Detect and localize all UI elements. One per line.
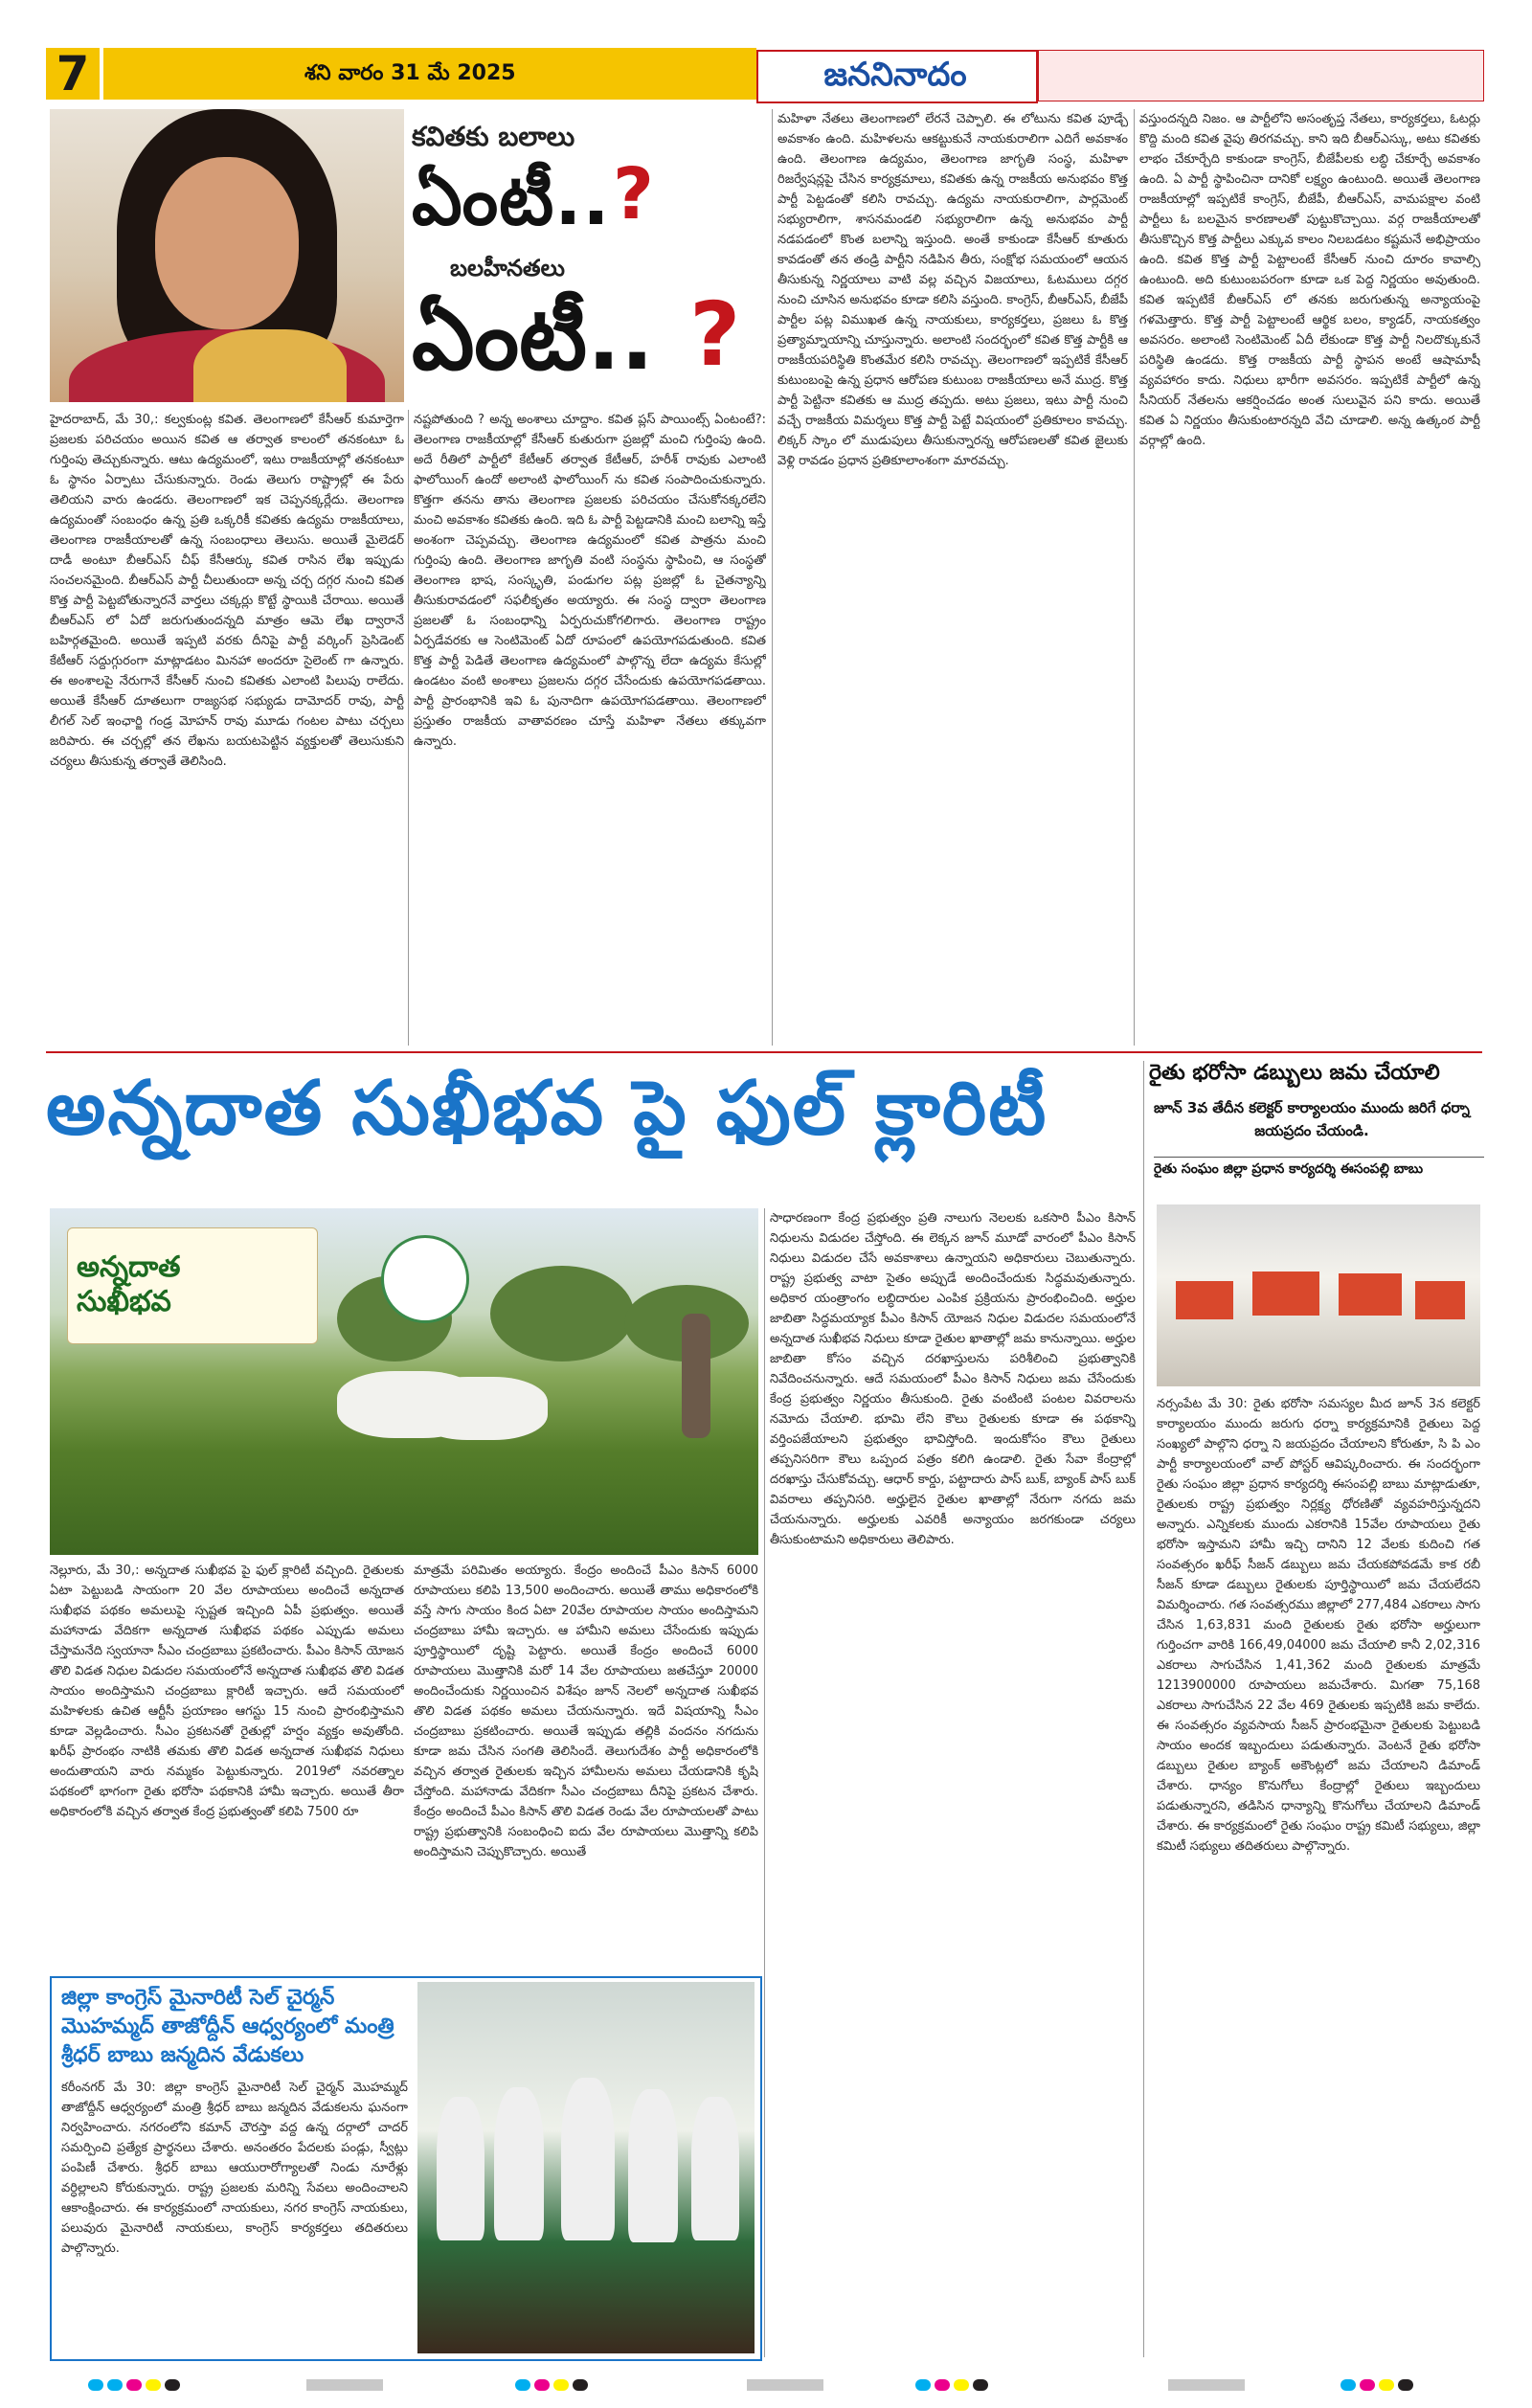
header-ad-strip — [1038, 50, 1484, 101]
rythu-headline: రైతు భరోసా డబ్బులు జమ చేయాలి — [1149, 1061, 1440, 1085]
feature-headline-line3: బలహీనతలు — [450, 255, 565, 281]
annadata-logo-line2: సుఖీభవ — [77, 1285, 171, 1318]
minority-headline: జిల్లా కాంగ్రెస్ మైనారిటీ సెల్ చైర్మన్ మొహమ్మద్ తాజోద్దీన్ ఆధ్వర్యంలో మంత్రి శ్రీధర్ బాబు జన్మదిన వేడుకలు — [61, 1986, 394, 2067]
column-divider — [772, 109, 773, 1046]
column-divider — [1134, 109, 1135, 1046]
rythu-subheadline: జూన్ 3వ తేదీన కలెక్టర్ కార్యాలయం ముందు జరిగే ధర్నా జయప్రదం చేయండి. — [1154, 1099, 1470, 1139]
issue-date: శని వారం 31 మే 2025 — [304, 61, 516, 85]
feature-column-4: వస్తుందన్నది నిజం. ఆ పార్టీలోని అసంతృప్త నేతలు, కార్యకర్తలు, ఓటర్లు కొద్ది మంది కవిత వైపు తిరగవచ్చు. కాని ఇది బీఆర్ఎస్కు, అటు కవితకు లాభం చేకూర్చేది కాకుండా కాంగ్రెస్, బీజేపీలకు లబ్ధి చేకూర్చే అవకాశం ఉంది. ఏ పార్టీ స్థాపించినా దానికో లక్ష్యం ఉంటుంది. అయితే తెలంగాణ రాజకీయాల్లో ఇప్పటికే కాంగ్రెస్, బీజేపీ, బీఆర్ఎస్, వామపక్షాల వంటి పార్టీలు ఓ బలమైన కారణాలతో పుట్టుకొచ్చాయి. వర్గ రాజకీయాలతో తీసుకొచ్చిన కొత్త పార్టీలు ఎక్కువ కాలం నిలబడటం కష్టమనే అభిప్రాయం ఉంది. కవిత కొత్త పార్టీ పెట్టాలంటే కేసీఆర్ నుంచి దూరం కావాల్సి ఉంటుంది. అది కుటుంబపరంగా కూడా ఒక పెద్ద నిర్ణయం అవుతుంది. కవిత ఇప్పటికే బీఆర్ఎస్ లో తనకు జరుగుతున్న అన్యాయంపై గళమెత్తారు. కొత్త పార్టీ పెట్టాలంటే ఆర్థిక బలం, క్యాడర్, నాయకత్వం అవసరం. అలాంటి సెంటిమెంట్ ఏదీ లేకుండా కొత్త పార్టీ నిలదొక్కుకునే పరిస్థితి ఉండదు. కొత్త రాజకీయ పార్టీ స్థాపన అంటే ఆషామాషీ వ్యవహారం కాదు. నిధులు భారీగా అవసరం. ఇప్పటికే పార్టీలో ఉన్న సీనియర్ నేతలను ఆకర్షించడం అంత సులువైన పని కాదు. అయితే కవిత ఏ నిర్ణయం తీసుకుంటారన్నది వేచి చూడాలి. అన్న ఉత్కంఠ పార్టీ వర్గాల్లో ఉంది. — [1139, 112, 1480, 448]
feature-headline-line1: కవితకు బలాలు — [412, 121, 575, 152]
feature-column-1: హైదరాబాద్, మే 30,: కల్వకుంట్ల కవిత. తెలంగాణలో కేసీఆర్ కుమార్తెగా ప్రజలకు పరిచయం అయిన కవిత ఆ తర్వాత కాలంలో తనకంటూ ఓ గుర్తింపు తెచ్చుకున్నారు. ఆటు ఉద్యమంలో, ఇటు రాజకీయాల్లో తనకంటూ ఓ స్థానం ఏర్పాటు చేసుకున్నారు. రెండు తెలుగు రాష్ట్రాల్లో ఈ పేరు తెలియని వారు ఉండరు. తెలంగాణలో ఇక చెప్పనక్కర్లేదు. తెలంగాణ ఉద్యమంతో సంబంధం ఉన్న ప్రతి ఒక్కరికీ కవితకు ఉద్యమ రాజకీయాలు, తెలంగాణ రాజకీయాలతో ఉన్న సంబంధాలు తెలుసు. అయితే మైలెడర్ దాడీ అంటూ బీఆర్ఎస్ చీఫ్ కేసీఆర్కు కవిత రాసిన లేఖ ఇప్పుడు సంచలనమైంది. బీఆర్ఎస్ పార్టీ చీలుతుందా అన్న చర్చ దగ్గర నుంచి కవిత కొత్త పార్టీ పెట్టబోతున్నారనే వార్తలు చక్కర్లు కొట్టే స్థాయికి చేరాయి. అయితే బీఆర్ఎస్ లో ఏదో జరుగుతుందన్నది మాత్రం ఆమె లేఖ ద్వారానే బహిర్గతమైంది. అయితే ఇప్పటి వరకు దీనిపై పార్టీ వర్కింగ్ ప్రెసిడెంట్ కేటీఆర్ సద్దుగ్గురంగా మాట్లాడటం మినహా అందరూ సైలెంట్ గా ఉన్నారు. ఈ అంశాలపై నేరుగానే కేసీఆర్ నుంచి కవితకు ఎలాంటి పిలుపు రాలేదు. అయితే కేసీఆర్ దూతలుగా రాజ్యసభ సభ్యుడు దామోదర్ రావు, పార్టీ లీగల్ సెల్ ఇంఛార్జి గండ్ర మోహన్ రావు మూడు గంటల పాటు చర్చలు జరిపారు. ఈ చర్చల్లో తన లేఖను బయటపెట్టిన వ్యక్తులతో తెలుసుకుని చర్యలు తీసుకున్న తర్వాతే తెలిసింది. — [50, 413, 404, 769]
annadata-column-3: సాధారణంగా కేంద్ర ప్రభుత్వం ప్రతి నాలుగు నెలలకు ఒకసారి పీఎం కిసాన్ నిధులను విడుదల చేస్తోంది. ఈ లెక్కన జూన్ మూడో వారంలో పీఎం కిసాన్ నిధులు విడుదల చేసే అవకాశాలు ఉన్నాయని అధికారులు చెబుతున్నారు. రాష్ట్ర ప్రభుత్వ వాటా సైతం అప్పుడే అందించేందుకు సిద్ధమవుతున్నారు. అధికార యంత్రాంగం లబ్ధిదారుల ఎంపిక ప్రక్రియను ప్రారంభించింది. అర్హుల జాబితా సిద్ధమయ్యాక పీఎం కిసాన్ యోజన నిధుల విడుదల సమయంలోనే అన్నదాత సుఖీభవ నిధులు కూడా రైతుల ఖాతాల్లో జమ కానున్నాయి. అర్హుల జాబితా కోసం వచ్చిన దరఖాస్తులను పరిశీలించి ప్రభుత్వానికి నివేదించనున్నారు. ఆదే సమయంలో పీఎం కిసాన్ నిధులు జమ చేసేందుకు కేంద్ర ప్రభుత్వం నిర్ణయం తీసుకుంది. రైతు వంటింటి పంటల వివరాలను నమోదు చేయాలి. భూమి లేని కౌలు రైతులకు కూడా ఈ పథకాన్ని వర్తింపజేయాలని ప్రభుత్వం భావిస్తోంది. ఇందుకోసం కౌలు రైతులు తప్పనిసరిగా కౌలు ఒప్పంద పత్రం కలిగి ఉండాలి. రైతు సేవా కేంద్రాల్లో దరఖాస్తు చేసుకోవచ్చు. ఆధార్ కార్డు, పట్టాదారు పాస్ బుక్, బ్యాంక్ పాస్ బుక్ వివరాలు తప్పనిసరి. అర్హులైన రైతుల ఖాతాల్లో నేరుగా నగదు జమ చేయనున్నారు. అర్హులకు ఎవరికీ అన్యాయం జరగకుండా చర్యలు తీసుకుంటామని అధికారులు తెలిపారు. — [770, 1211, 1136, 1547]
newspaper-logo: జననినాదం — [823, 56, 967, 94]
annadata-column-2: మాత్రమే పరిమితం అయ్యారు. కేంద్రం అందించే పీఎం కిసాన్ 6000 రూపాయలు కలిపి 13,500 అందించారు. అయితే తాము అధికారంలోకి వస్తే సాగు సాయం కింద ఏటా 20వేల రూపాయల సాయం అందిస్తామని చంద్రబాబు హామీ ఇచ్చారు. ఆ హామీని అమలు చేసేందుకు ఇప్పుడు పూర్తిస్థాయిలో దృష్టి పెట్టారు. అయితే కేంద్రం అందించే 6000 రూపాయలు మొత్తానికి మరో 14 వేల రూపాయలు జతచేస్తూ 20000 అందించేందుకు నిర్ణయించిన విశేషం జూన్ నెలలో అన్నదాత సుఖీభవ తొలి విడత పథకం అమలు చేయనున్నారు. ఇదే విషయాన్ని సీఎం చంద్రబాబు ప్రకటించారు. అయితే ఇప్పుడు తల్లికి వందనం నగదును కూడా జమ చేసిన సంగతి తెలిసిందే. తెలుగుదేశం పార్టీ అధికారంలోకి వచ్చిన తర్వాత రైతులకు ఇచ్చిన హామీలను అమలు చేయడానికి కృషి చేస్తోంది. మహానాడు వేదికగా సీఎం చంద్రబాబు దీనిపై ప్రకటన చేశారు. కేంద్రం అందించే పీఎం కిసాన్ తొలి విడత రెండు వేల రూపాయలతో పాటు రాష్ట్ర ప్రభుత్వానికి సంబంధించి ఐదు వేల రూపాయలు మొత్తాన్ని కలిపి అందిస్తామని చెప్పుకొచ్చారు. అయితే — [414, 1564, 758, 1859]
column-divider — [408, 410, 409, 1046]
rythu-body: నర్సంపేట మే 30: రైతు భరోసా సమస్యల మీద జూన్ 3న కలెక్టర్ కార్యాలయం ముందు జరుగు ధర్నా కార్యక్రమానికి రైతులు పెద్ద సంఖ్యలో పాల్గొని ధర్నా ని జయప్రదం చేయాలని కోరుతూ, సి పి ఎం పార్టీ కార్యాలయంలో వాల్ పోస్టర్ ఆవిష్కరించారు. ఈ సందర్భంగా రైతు సంఘం జిల్లా ప్రధాన కార్యదర్శి ఈసంపల్లి బాబు మాట్లాడుతూ, రైతులకు రాష్ట్ర ప్రభుత్వం నిర్లక్ష్య ధోరణితో వ్యవహరిస్తున్నదని అన్నారు. ఎన్నికలకు ముందు ఎకరానికి 15వేల రూపాయలు రైతు భరోసా ఇస్తామని హామీ ఇచ్చి దానిని 12 వేలకు కుదించి గత సంవత్సరం ఖరీఫ్ సీజన్ డబ్బులు జమ చేయకపోవడమే కాక రబీ సీజన్ కూడా డబ్బులు రైతులకు పూర్తిస్థాయిలో జమ చేయలేదని విమర్శించారు. గత సంవత్సరము జిల్లాలో 277,484 ఎకరాలు సాగు చేసిన 1,63,831 మంది రైతులకు రైతు భరోసా అర్హులుగా గుర్తించగా వారికి 166,49,04000 జమ చేయాలి కానీ 2,02,316 ఎకరాలు సాగుచేసిన 1,41,362 మంది రైతులకు మాత్రమే 1213900000 రూపాయలు జమచేశారు. మిగతా 75,168 ఎకరాలు సాగుచేసిన 22 వేల 469 రైతులకు ఇప్పటికి జమ కాలేదు. ఈ సంవత్సరం వ్యవసాయ సీజన్ ప్రారంభమైనా రైతులకు పెట్టుబడి సాయం అందక ఇబ్బందులు పడుతున్నారు. వెంటనే రైతు భరోసా డబ్బులు రైతుల బ్యాంక్ అకౌంట్లలో జమ చేయాలని డిమాండ్ చేశారు. ధాన్యం కొనుగోలు కేంద్రాల్లో రైతులు ఇబ్బందులు పడుతున్నారని, తడిసిన ధాన్యాన్ని కొనుగోలు చేయాలని డిమాండ్ చేశారు. ఈ కార్యక్రమంలో రైతు సంఘం రాష్ట్ర కమిటీ సభ్యులు, జిల్లా కమిటీ సభ్యులు తదితరులు పాల్గొన్నారు. — [1157, 1397, 1480, 1854]
feature-headline-line4: ఏంటీ.. — [412, 287, 654, 390]
column-divider — [1143, 1061, 1144, 2357]
section-rule — [46, 1051, 1482, 1053]
feature-headline-line2: ఏంటీ.. — [412, 159, 611, 241]
rythu-protest-photo — [1157, 1204, 1480, 1386]
question-mark-icon: ? — [689, 283, 741, 386]
rythu-byline: రైతు సంఘం జిల్లా ప్రధాన కార్యదర్శి ఈసంపల్లి బాబు — [1154, 1157, 1484, 1180]
state-emblem-icon — [381, 1235, 469, 1323]
minority-body: కరీంనగర్ మే 30: జిల్లా కాంగ్రెస్ మైనారిటీ సెల్ చైర్మన్ మొహమ్మద్ తాజోద్దీన్ ఆధ్వర్యంలో మంత్రి శ్రీధర్ బాబు జన్మదిన వేడుకలను ఘనంగా నిర్వహించారు. నగరంలోని కమాన్ చౌరస్తా వద్ద ఉన్న దర్గాలో చాదర్ సమర్పించి ప్రత్యేక ప్రార్థనలు చేశారు. అనంతరం పేదలకు పండ్లు, స్వీట్లు పంపిణీ చేశారు. శ్రీధర్ బాబు ఆయురారోగ్యాలతో నిండు నూరేళ్లు వర్ధిల్లాలని కోరుకున్నారు. రాష్ట్ర ప్రజలకు మరిన్ని సేవలు అందించాలని ఆకాంక్షించారు. ఈ కార్యక్రమంలో నాయకులు, నగర కాంగ్రెస్ నాయకులు, పలువురు మైనారిటీ నాయకులు, కాంగ్రెస్ కార్యకర్తలు తదితరులు పాల్గొన్నారు. — [61, 2081, 408, 2256]
annadata-logo-text — [77, 1250, 181, 1319]
question-mark-icon: ? — [613, 153, 654, 236]
birthday-celebration-photo — [417, 1982, 755, 2353]
annadata-column-1: నెల్లూరు, మే 30,: అన్నదాత సుఖీభవ పై ఫుల్ క్లారిటీ వచ్చింది. రైతులకు ఏటా పెట్టుబడి సాయంగా 20 వేల రూపాయలు అందించే అన్నదాత సుఖీభవ పథకం అమలుపై స్పష్టత ఇచ్చింది ఏపీ ప్రభుత్వం. అయితే మహానాడు వేదికగా అన్నదాత సుఖీభవ పథకం ఎప్పుడు అమలు చేస్తామనేది స్వయానా సీఎం చంద్రబాబు ప్రకటించారు. పీఎం కిసాన్ యోజన తొలి విడత నిధుల విడుదల సమయంలోనే అన్నదాత సుఖీభవ తొలి విడత సాయం అందిస్తామని చంద్రబాబు క్లారిటీ ఇచ్చారు. ఆదే సమయంలో మహిళలకు ఉచిత ఆర్టీసీ ప్రయాణం ఆగస్టు 15 నుంచి ప్రారంభిస్తామని కూడా వెల్లడించారు. సీఎం ప్రకటనతో రైతుల్లో హర్షం వ్యక్తం అవుతోంది. ఖరీఫ్ ప్రారంభం నాటికి తమకు తొలి విడత అన్నదాత సుఖీభవ నిధులు అందుతాయని వారు నమ్మకం పెట్టుకున్నారు. 2019లో నవరత్నాల పథకంలో భాగంగా రైతు భరోసా పథకానికి హామీ ఇచ్చారు. అయితే తీరా అధికారంలోకి వచ్చిన తర్వాత కేంద్ర ప్రభుత్వంతో కలిపి 7500 రూ — [50, 1564, 404, 1819]
annadata-logo-line1: అన్నదాత — [77, 1250, 181, 1284]
column-divider — [764, 1208, 765, 2357]
farmer-figure — [682, 1314, 710, 1438]
annadata-headline: అన్నదాత సుఖీభవ పై ఫుల్ క్లారిటీ — [46, 1066, 1048, 1152]
feature-column-2: నష్టపోతుంది ? అన్న అంశాలు చూద్దాం. కవిత ప్లస్ పాయింట్స్ ఏంటంటే?: తెలంగాణ రాజకీయాల్లో కేసీఆర్ కుతురుగా ప్రజల్లో మంచి గుర్తింపు ఉంది. అదే రీతిలో పార్టీలో కేటీఆర్ తర్వాత కేటీఆర్, హరీశ్ రావుకు ఎలాంటి ఫాలోయింగ్ ఉందో అలాంటి ఫాలోయింగ్ ను కవిత సంపాదించుకున్నారు. కొత్తగా తనను తాను తెలంగాణ ప్రజలకు పరిచయం చేసుకోనక్కరలేని మంచి అవకాశం కవితకు ఉంది. ఇది ఓ పార్టీ పెట్టడానికి మంచి బలాన్ని ఇస్తే అంశంగా చెప్పవచ్చు. తెలంగాణ ఉద్యమంలో కవిత పాత్రను మంచి గుర్తింపు ఉంది. తెలంగాణ జాగృతి వంటి సంస్థను స్థాపించి, ఆ సంస్థతో తెలంగాణ భాష, సంస్కృతి, పండుగల పట్ల ప్రజల్లో ఓ చైతన్యాన్ని తీసుకురావడంలో సఫలీకృతం అయ్యారు. ఈ సంస్థ ద్వారా తెలంగాణ ప్రజలతో ఓ సంబంధాన్ని ఏర్పరుచుకోగలిగారు. తెలంగాణ రాష్ట్రం ఏర్పడేవరకు ఆ సెంటిమెంట్ ఏదో రూపంలో ఉపయోగపడుతుంది. కవిత కొత్త పార్టీ పెడితే తెలంగాణ ఉద్యమంలో పాల్గొన్న లేదా ఉద్యమ కేసుల్లో ఉండటం వంటి అంశాలు ప్రజలను దగ్గర చేసేందుకు ఉపయోగపడతాయి. పార్టీ ప్రారంభానికి ఇవి ఓ పునాదిగా ఉపయోగపడతాయి. తెలంగాణలో ప్రస్తుతం రాజకీయ వాతావరణం చూస్తే మహిళా నేతలు తక్కువగా ఉన్నారు. — [414, 413, 766, 749]
page-number: 7 — [46, 48, 100, 100]
feature-column-3: మహిళా నేతలు తెలంగాణలో లేరనే చెప్పాలి. ఈ లోటును కవిత పూడ్చే అవకాశం ఉంది. మహిళలను ఆకట్టుకునే నాయకురాలిగా ఎదిగే అవకాశం ఉంది. తెలంగాణ ఉద్యమం, తెలంగాణ జాగృతి సంస్థ, మహిళా రిజర్వేషన్లపై చేసిన కార్యక్రమాలు, కవితకు ఉన్న రాజకీయ అనుభవం కొత్త పార్టీ పెట్టడంతో కలిసి రావచ్చు. ఉద్యమ నాయకురాలిగా, పార్లమెంట్ సభ్యురాలిగా, శాసనమండలి సభ్యురాలిగా ఉన్న అనుభవం పార్టీ నడపడంలో కొంత బలాన్ని ఇస్తుంది. అంతే కాకుండా కేసీఆర్ కూతురు కావడంతో తన తండ్రి పార్టీని నడిపిన తీరు, సంక్షోభ సమయంలో ఆయన తీసుకున్న నిర్ణయాలు వాటి వల్ల వచ్చిన విజయాలు, ఓటములు దగ్గర నుంచి చూసిన అనుభవం కూడా కలిసి వస్తుంది. కాంగ్రెస్, బీఆర్ఎస్, బీజేపీ పార్టీల పట్ల విముఖత ఉన్న నాయకులు, కార్యకర్తలు, ప్రజలు ఓ కొత్త ప్రత్యామ్నాయాన్ని చూస్తున్నారు. అలాంటి సందర్భంలో కవిత కొత్త పార్టీకి ఆ రాజకీయపరిస్థితి కొంతమేర కలిసి రావచ్చు. తెలంగాణలో ఇప్పటికే కేసీఆర్ కుటుంబంపై ఉన్న ప్రధాన ఆరోపణ కుటుంబ రాజకీయాలు అనే ముద్ర. కొత్త పార్టీ పెట్టినా కవితకు ఆ ముద్ర తప్పదు. అటు ప్రజలు, ఇటు పార్టీ నుంచి వచ్చే రాజకీయ విమర్శలు కొత్త పార్టీ పెట్టే విషయంలో ప్రతికూలం కావచ్చు. లిక్కర్ స్కాం లో ముడుపులు తీసుకున్నారన్న ఆరోపణలతో కవిత జైలుకు వెళ్లి రావడం ప్రధాన ప్రతికూలాంశంగా మారవచ్చు. — [777, 112, 1128, 468]
farm-ploughing-photo — [50, 1208, 758, 1555]
kavitha-portrait-photo — [50, 109, 404, 402]
